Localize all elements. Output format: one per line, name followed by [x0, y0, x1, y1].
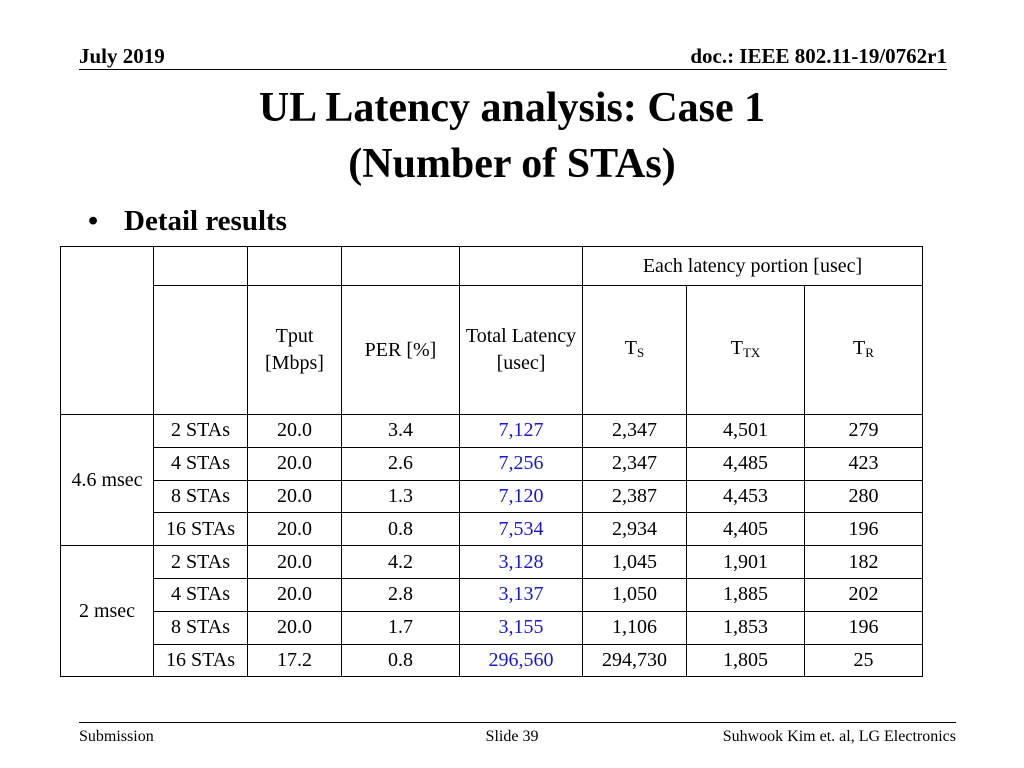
total-latency-cell: 3,137	[460, 578, 583, 611]
slide-title-line1: UL Latency analysis: Case 1	[258, 85, 766, 131]
footer-submission: Submission	[79, 728, 154, 745]
tput-header: Tput [Mbps]	[248, 286, 342, 415]
per-cell: 0.8	[342, 644, 460, 677]
per-cell: 2.6	[342, 447, 460, 480]
table-row	[61, 578, 923, 611]
sta-count-cell: 4 STAs	[154, 578, 248, 611]
ttx-cell: 1,885	[687, 578, 805, 611]
footer-authors: Suhwook Kim et. al, LG Electronics	[722, 728, 956, 745]
ttx-cell: 1,805	[687, 644, 805, 677]
table-row	[61, 611, 923, 644]
footer-slide-number: Slide 39	[485, 728, 539, 745]
interval-group-label: 2 msec	[61, 546, 154, 677]
tr-cell: 279	[805, 415, 923, 448]
tr-cell: 202	[805, 578, 923, 611]
bullet-dot-icon: •	[88, 205, 99, 237]
total-latency-cell: 7,127	[460, 415, 583, 448]
per-header: PER [%]	[342, 286, 460, 415]
ts-cell: 2,934	[583, 513, 687, 546]
ttx-cell: 4,501	[687, 415, 805, 448]
ts-cell: 2,387	[583, 480, 687, 513]
bullet-text: Detail results	[124, 205, 287, 237]
tput-cell: 20.0	[248, 447, 342, 480]
tr-cell: 280	[805, 480, 923, 513]
tput-cell: 20.0	[248, 415, 342, 448]
ttx-cell: 4,485	[687, 447, 805, 480]
ttx-cell: 4,453	[687, 480, 805, 513]
total-latency-cell: 3,128	[460, 546, 583, 579]
per-cell: 4.2	[342, 546, 460, 579]
sta-count-cell: 2 STAs	[154, 415, 248, 448]
footer-rule	[79, 722, 956, 723]
total-latency-cell: 7,534	[460, 513, 583, 546]
sta-count-header	[154, 286, 248, 415]
table-row	[61, 546, 923, 579]
table-row	[61, 415, 923, 448]
blank-header-cell	[460, 247, 583, 286]
total-latency-cell: 7,256	[460, 447, 583, 480]
tr-cell: 196	[805, 611, 923, 644]
bullet-item	[88, 205, 287, 238]
table-row	[61, 480, 923, 513]
ts-cell: 1,050	[583, 578, 687, 611]
sta-count-cell: 16 STAs	[154, 644, 248, 677]
tr-header: $T_R$	[805, 286, 923, 415]
tput-cell: 20.0	[248, 611, 342, 644]
blank-header-cell	[154, 247, 248, 286]
latency-portion-header: Each latency portion [usec]	[583, 247, 923, 286]
table-row	[61, 644, 923, 677]
per-cell: 1.3	[342, 480, 460, 513]
ttx-cell: 1,901	[687, 546, 805, 579]
header-date: July 2019	[79, 44, 165, 68]
ttx-header: $T_{TX}$	[687, 286, 805, 415]
tr-cell: 196	[805, 513, 923, 546]
ts-cell: 2,347	[583, 415, 687, 448]
ttx-cell: 1,853	[687, 611, 805, 644]
ts-header: $T_S$	[583, 286, 687, 415]
results-table	[60, 246, 923, 677]
slide-title	[0, 80, 1024, 192]
ts-cell: 1,106	[583, 611, 687, 644]
tput-cell: 20.0	[248, 480, 342, 513]
sta-count-cell: 4 STAs	[154, 447, 248, 480]
tput-cell: 20.0	[248, 513, 342, 546]
total-latency-header: Total Latency [usec]	[460, 286, 583, 415]
blank-header-cell	[248, 247, 342, 286]
table-row	[61, 513, 923, 546]
sta-count-cell: 8 STAs	[154, 480, 248, 513]
total-latency-cell: 7,120	[460, 480, 583, 513]
header-rule	[79, 69, 947, 70]
slide-title-line2: (Number of STAs)	[348, 141, 676, 187]
sta-count-cell: 16 STAs	[154, 513, 248, 546]
interval-group-label: 4.6 msec	[61, 415, 154, 546]
per-cell: 2.8	[342, 578, 460, 611]
header-doc-id: doc.: IEEE 802.11-19/0762r1	[690, 44, 947, 68]
total-latency-cell: 296,560	[460, 644, 583, 677]
per-cell: 1.7	[342, 611, 460, 644]
ttx-cell: 4,405	[687, 513, 805, 546]
sta-count-cell: 8 STAs	[154, 611, 248, 644]
blank-header-cell	[342, 247, 460, 286]
table-row	[61, 447, 923, 480]
tr-cell: 25	[805, 644, 923, 677]
per-cell: 3.4	[342, 415, 460, 448]
corner-cell	[61, 247, 154, 415]
tput-cell: 17.2	[248, 644, 342, 677]
ts-cell: 294,730	[583, 644, 687, 677]
tr-cell: 423	[805, 447, 923, 480]
tput-cell: 20.0	[248, 546, 342, 579]
tr-cell: 182	[805, 546, 923, 579]
ts-cell: 1,045	[583, 546, 687, 579]
per-cell: 0.8	[342, 513, 460, 546]
sta-count-cell: 2 STAs	[154, 546, 248, 579]
tput-cell: 20.0	[248, 578, 342, 611]
total-latency-cell: 3,155	[460, 611, 583, 644]
ts-cell: 2,347	[583, 447, 687, 480]
